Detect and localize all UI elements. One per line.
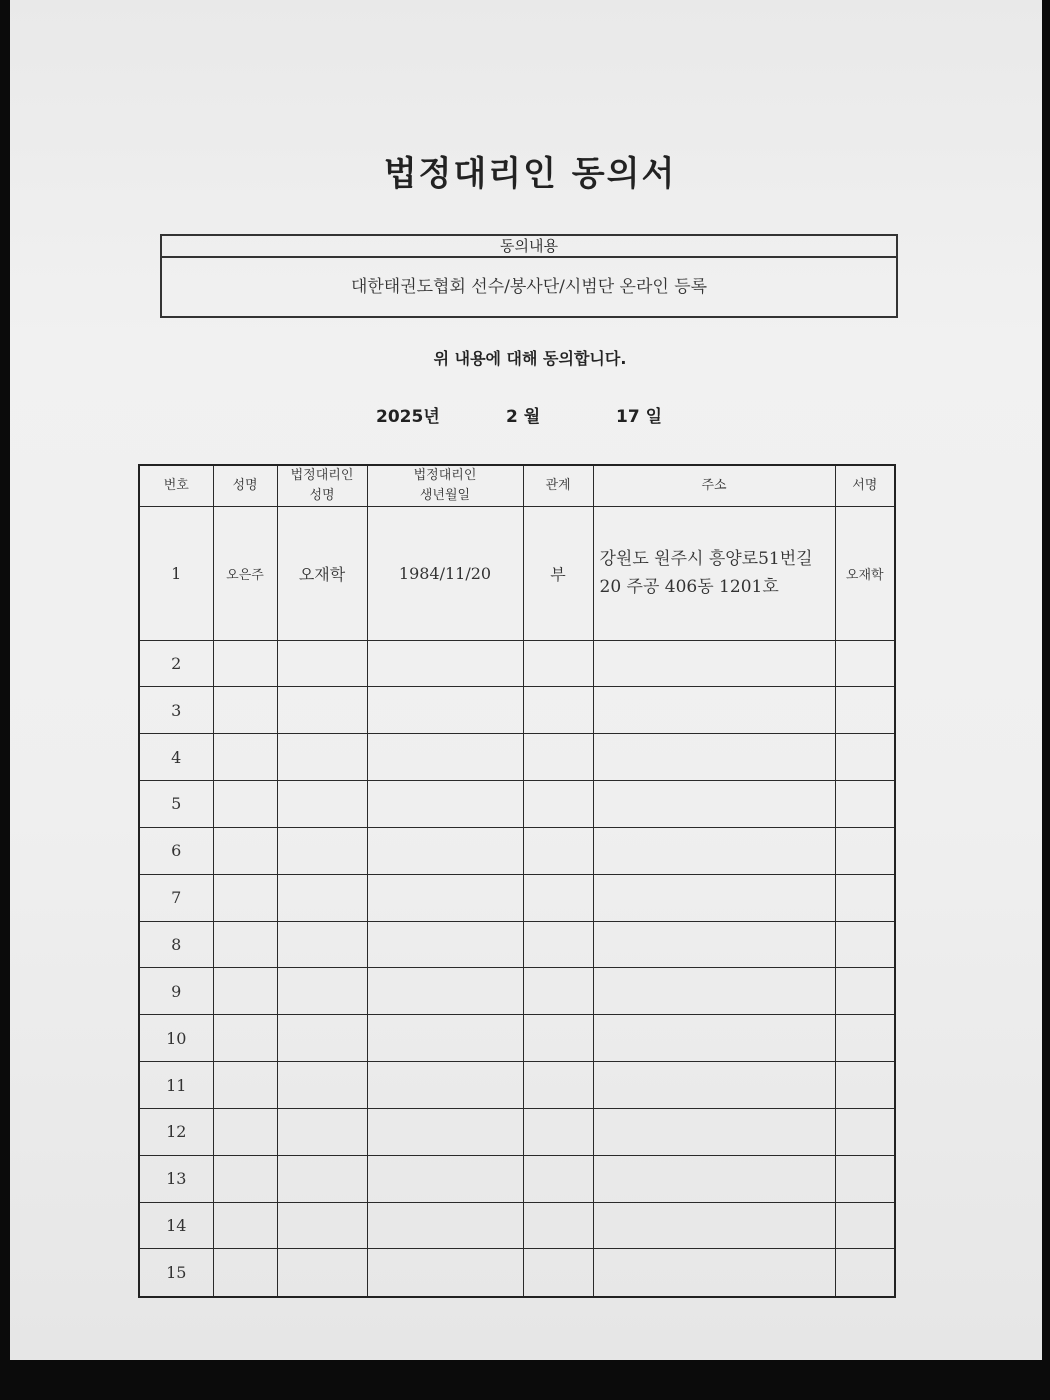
header-address: 주소 bbox=[593, 465, 835, 507]
row-relation bbox=[523, 1015, 593, 1062]
row-relation bbox=[523, 1062, 593, 1109]
header-no: 번호 bbox=[139, 465, 213, 507]
row-guardian-name bbox=[277, 640, 367, 687]
row-signature bbox=[835, 1155, 895, 1202]
row-signature bbox=[835, 1108, 895, 1155]
date-year: 2025년 bbox=[376, 407, 440, 427]
row-signature bbox=[835, 687, 895, 734]
guardian-roster-table bbox=[138, 464, 896, 1298]
row-number: 13 bbox=[139, 1155, 213, 1202]
header-guardian-birth-line1: 법정대리인 bbox=[413, 468, 477, 483]
header-signature: 서명 bbox=[835, 465, 895, 507]
row-relation bbox=[523, 1155, 593, 1202]
row-name bbox=[213, 781, 277, 828]
row-relation bbox=[523, 968, 593, 1015]
table-header-row bbox=[139, 465, 895, 507]
row-address bbox=[593, 1202, 835, 1249]
row-number: 9 bbox=[139, 968, 213, 1015]
row-guardian-name bbox=[277, 687, 367, 734]
row-relation bbox=[523, 1108, 593, 1155]
table-row bbox=[139, 1249, 895, 1297]
row-guardian-birth bbox=[367, 1062, 523, 1109]
row-relation bbox=[523, 1202, 593, 1249]
header-guardian-name bbox=[277, 465, 367, 507]
row-address bbox=[593, 781, 835, 828]
header-guardian-birth-line2: 생년월일 bbox=[419, 488, 471, 503]
row-guardian-birth bbox=[367, 1015, 523, 1062]
row-name bbox=[213, 1202, 277, 1249]
table-row bbox=[139, 1108, 895, 1155]
row-number: 8 bbox=[139, 921, 213, 968]
row-number: 10 bbox=[139, 1015, 213, 1062]
row-guardian-birth bbox=[367, 781, 523, 828]
agree-statement: 위 내용에 대해 동의합니다. bbox=[433, 349, 627, 368]
row-name bbox=[213, 1249, 277, 1297]
row-address bbox=[593, 1062, 835, 1109]
row-guardian-name bbox=[277, 1155, 367, 1202]
table-row bbox=[139, 1202, 895, 1249]
row-number: 12 bbox=[139, 1108, 213, 1155]
row-guardian-name bbox=[277, 1015, 367, 1062]
row-number: 1 bbox=[139, 507, 213, 641]
row-guardian-birth bbox=[367, 734, 523, 781]
row-signature bbox=[835, 968, 895, 1015]
row-relation: 부 bbox=[523, 507, 593, 641]
header-relation: 관계 bbox=[523, 465, 593, 507]
row-guardian-name bbox=[277, 781, 367, 828]
row-address bbox=[593, 734, 835, 781]
row-name bbox=[213, 874, 277, 921]
row-guardian-birth bbox=[367, 1249, 523, 1297]
row-relation bbox=[523, 1249, 593, 1297]
row-guardian-birth bbox=[367, 921, 523, 968]
row-signature bbox=[835, 1202, 895, 1249]
row-guardian-name bbox=[277, 734, 367, 781]
row-name bbox=[213, 1015, 277, 1062]
header-guardian-name-line2: 성명 bbox=[309, 488, 335, 503]
table-row bbox=[139, 687, 895, 734]
row-guardian-birth bbox=[367, 968, 523, 1015]
table-row bbox=[139, 1062, 895, 1109]
row-name bbox=[213, 921, 277, 968]
row-number: 7 bbox=[139, 874, 213, 921]
row-guardian-name bbox=[277, 827, 367, 874]
row-number: 15 bbox=[139, 1249, 213, 1297]
table-row bbox=[139, 734, 895, 781]
header-name: 성명 bbox=[213, 465, 277, 507]
document-title: 법정대리인 동의서 bbox=[383, 154, 677, 194]
table-row bbox=[139, 1015, 895, 1062]
table-row bbox=[139, 874, 895, 921]
row-name bbox=[213, 1062, 277, 1109]
row-address bbox=[593, 874, 835, 921]
row-number: 3 bbox=[139, 687, 213, 734]
row-guardian-birth bbox=[367, 827, 523, 874]
consent-box bbox=[160, 234, 898, 318]
row-guardian-name bbox=[277, 1108, 367, 1155]
row-guardian-birth bbox=[367, 687, 523, 734]
table-row bbox=[139, 640, 895, 687]
row-signature bbox=[835, 874, 895, 921]
row-guardian-birth: 1984/11/20 bbox=[367, 507, 523, 641]
row-number: 2 bbox=[139, 640, 213, 687]
row-number: 14 bbox=[139, 1202, 213, 1249]
row-address bbox=[593, 1015, 835, 1062]
row-name: 오은주 bbox=[213, 507, 277, 641]
row-name bbox=[213, 734, 277, 781]
table-row bbox=[139, 1155, 895, 1202]
row-guardian-birth bbox=[367, 1155, 523, 1202]
row-signature bbox=[835, 921, 895, 968]
row-guardian-birth bbox=[367, 1202, 523, 1249]
row-guardian-name bbox=[277, 921, 367, 968]
row-address bbox=[593, 968, 835, 1015]
row-name bbox=[213, 968, 277, 1015]
row-address bbox=[593, 640, 835, 687]
row-guardian-birth bbox=[367, 1108, 523, 1155]
row-relation bbox=[523, 734, 593, 781]
table-row bbox=[139, 921, 895, 968]
row-name bbox=[213, 687, 277, 734]
table-row bbox=[139, 968, 895, 1015]
table-row bbox=[139, 827, 895, 874]
row-number: 4 bbox=[139, 734, 213, 781]
row-number: 5 bbox=[139, 781, 213, 828]
date-day: 17 일 bbox=[616, 407, 662, 427]
row-relation bbox=[523, 827, 593, 874]
row-signature bbox=[835, 827, 895, 874]
row-name bbox=[213, 1108, 277, 1155]
header-guardian-birth bbox=[367, 465, 523, 507]
row-signature bbox=[835, 640, 895, 687]
row-signature bbox=[835, 1015, 895, 1062]
row-address bbox=[593, 1108, 835, 1155]
row-number: 11 bbox=[139, 1062, 213, 1109]
consent-header: 동의내용 bbox=[162, 236, 896, 258]
row-address bbox=[593, 687, 835, 734]
row-name bbox=[213, 1155, 277, 1202]
row-guardian-name bbox=[277, 968, 367, 1015]
row-guardian-birth bbox=[367, 874, 523, 921]
date-month: 2 월 bbox=[506, 407, 541, 427]
row-address bbox=[593, 1249, 835, 1297]
row-relation bbox=[523, 921, 593, 968]
row-address: 강원도 원주시 흥양로51번길 20 주공 406동 1201호 bbox=[593, 507, 835, 641]
row-guardian-birth bbox=[367, 640, 523, 687]
row-relation bbox=[523, 874, 593, 921]
row-address bbox=[593, 1155, 835, 1202]
row-name bbox=[213, 827, 277, 874]
row-signature: 오재학 bbox=[835, 507, 895, 641]
row-address bbox=[593, 921, 835, 968]
table-row bbox=[139, 781, 895, 828]
consent-text: 대한태권도협회 선수/봉사단/시범단 온라인 등록 bbox=[350, 277, 708, 297]
row-relation bbox=[523, 640, 593, 687]
row-name bbox=[213, 640, 277, 687]
row-signature bbox=[835, 734, 895, 781]
row-number: 6 bbox=[139, 827, 213, 874]
row-guardian-name bbox=[277, 874, 367, 921]
row-guardian-name bbox=[277, 1062, 367, 1109]
row-guardian-name bbox=[277, 1249, 367, 1297]
header-guardian-name-line1: 법정대리인 bbox=[290, 468, 354, 483]
row-signature bbox=[835, 1249, 895, 1297]
row-relation bbox=[523, 781, 593, 828]
row-address bbox=[593, 827, 835, 874]
row-guardian-name bbox=[277, 1202, 367, 1249]
row-relation bbox=[523, 687, 593, 734]
row-guardian-name: 오재학 bbox=[277, 507, 367, 641]
row-signature bbox=[835, 1062, 895, 1109]
row-signature bbox=[835, 781, 895, 828]
table-row bbox=[139, 507, 895, 641]
